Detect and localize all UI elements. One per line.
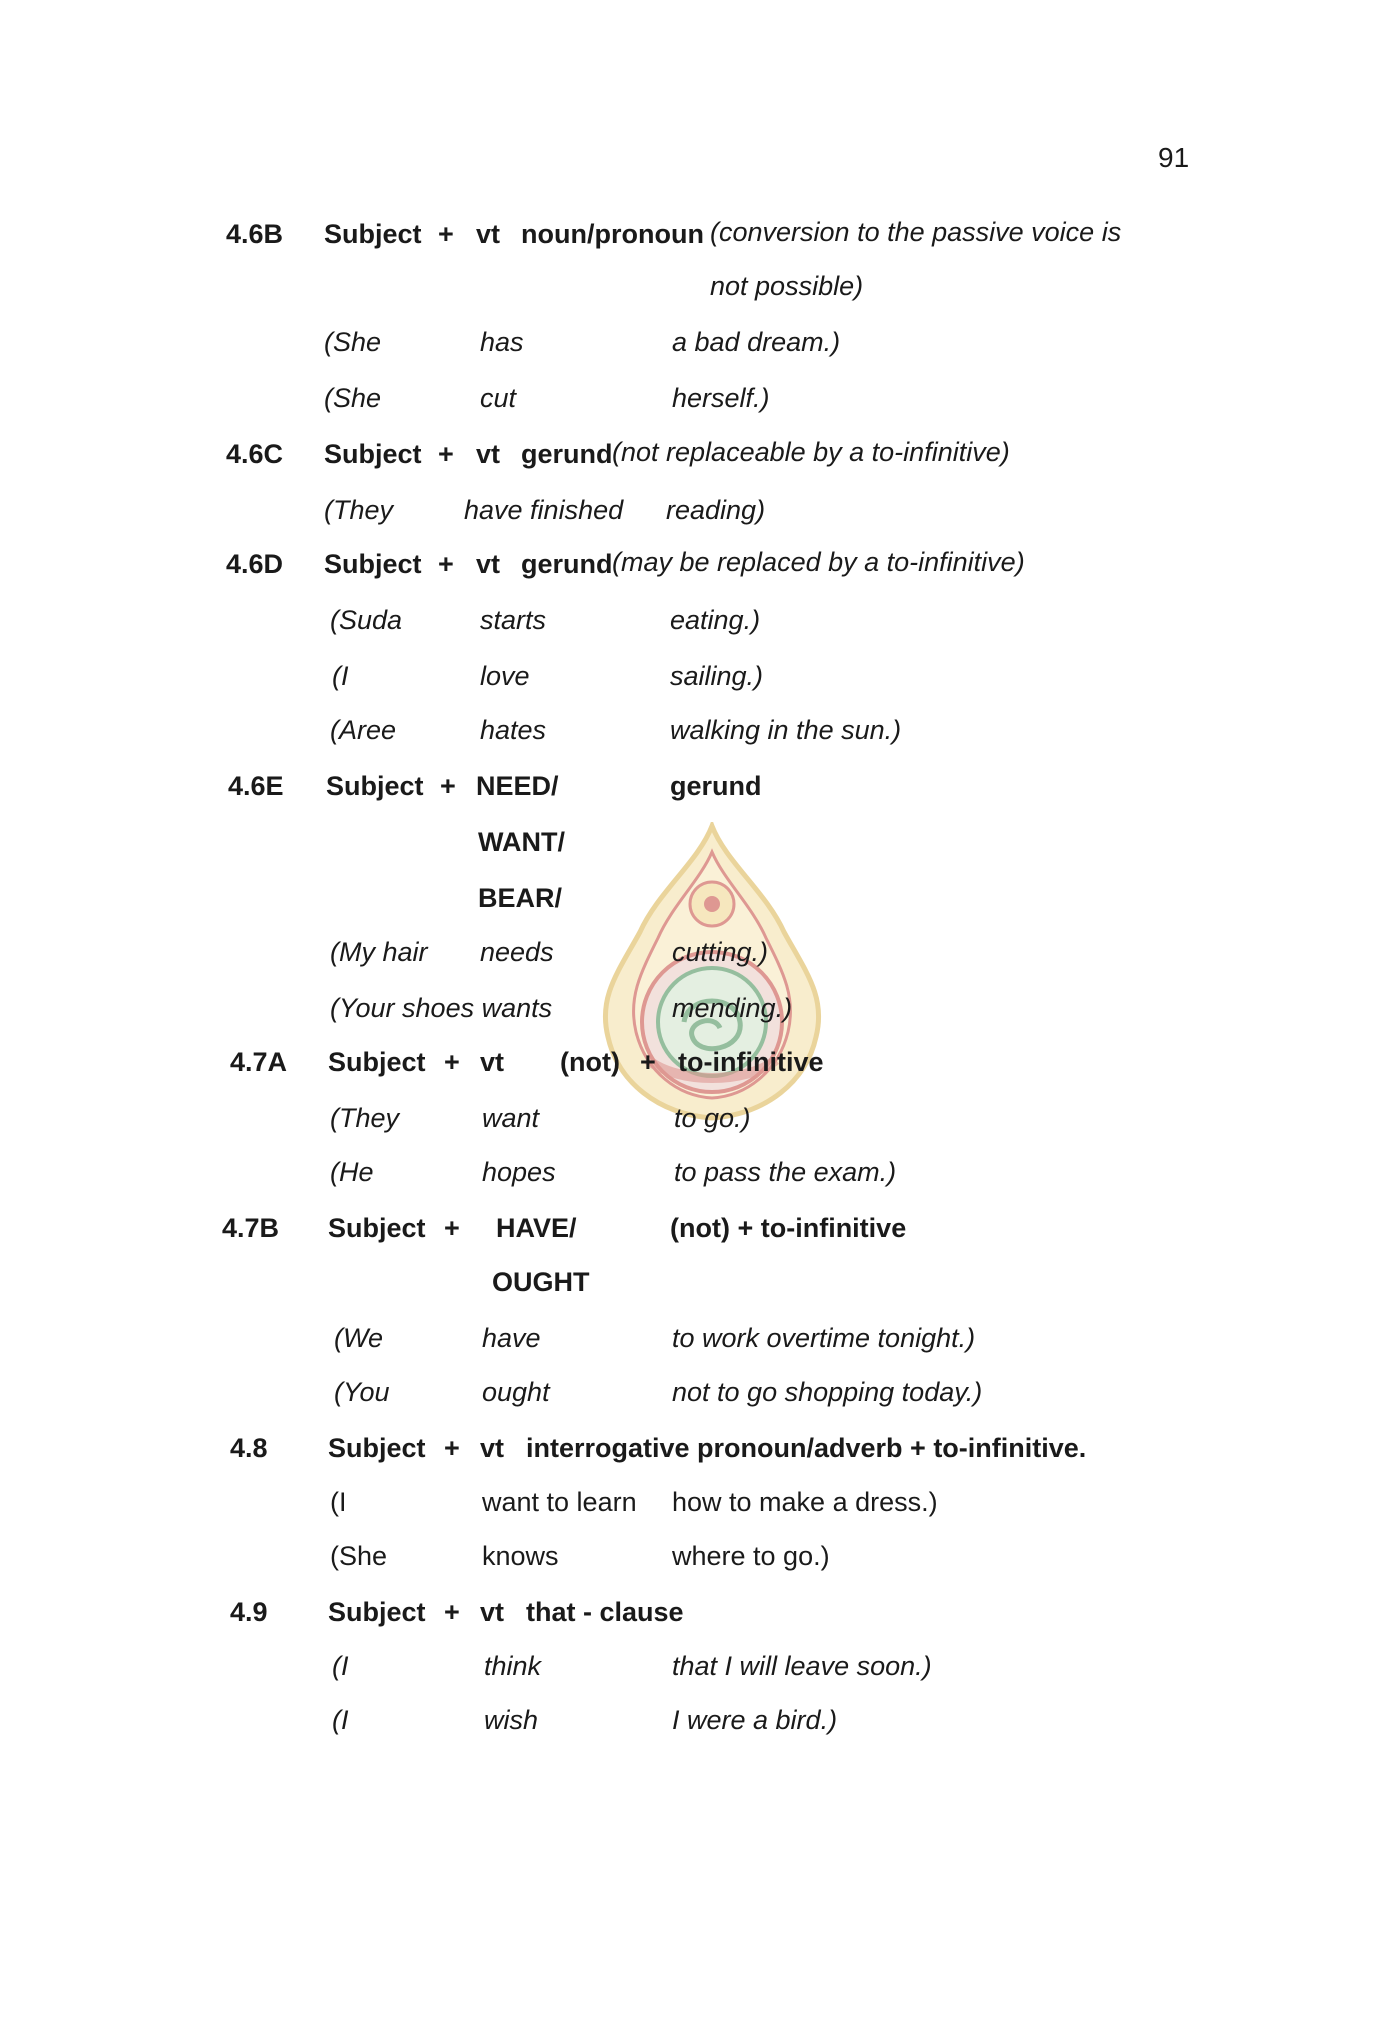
verb-option: WANT/ <box>478 827 565 857</box>
plus-sign: + <box>444 1213 460 1243</box>
subject-label: Subject <box>324 549 422 579</box>
subject-label: Subject <box>328 1047 426 1077</box>
example-subject: (She <box>324 383 382 413</box>
plus-sign: + <box>444 1597 460 1627</box>
example-subject: (Aree <box>330 715 397 745</box>
pattern-label: interrogative pronoun/adverb + to-infinitive. <box>526 1433 1087 1463</box>
example-verb: starts <box>480 605 547 635</box>
plus-sign: + <box>640 1047 656 1077</box>
vt-label: vt <box>476 219 501 249</box>
verb-option: NEED/ <box>476 771 559 801</box>
plus-sign: + <box>444 1433 460 1463</box>
example-verb: knows <box>482 1541 559 1571</box>
verb-option: BEAR/ <box>478 883 563 913</box>
vt-label: vt <box>480 1047 505 1077</box>
example-verb: has <box>480 327 524 357</box>
example-complement: mending.) <box>672 993 793 1023</box>
example-complement: I were a bird.) <box>672 1705 838 1735</box>
example-subject: (I <box>332 1651 349 1681</box>
example-complement: to pass the exam.) <box>674 1157 897 1187</box>
example-subject: (I <box>332 1705 349 1735</box>
example-complement: sailing.) <box>670 661 764 691</box>
section-code-4-8: 4.8 <box>230 1433 268 1463</box>
not-label: (not) <box>560 1047 620 1077</box>
example-subject: (You <box>334 1377 390 1407</box>
subject-label: Subject <box>328 1597 426 1627</box>
plus-sign: + <box>444 1047 460 1077</box>
example-verb: have finished <box>464 495 624 525</box>
example-subject: (I <box>332 661 349 691</box>
section-code-4-9: 4.9 <box>230 1597 268 1627</box>
pattern-label: to-infinitive <box>678 1047 824 1077</box>
pattern-label: gerund <box>521 439 613 469</box>
pattern-note: (may be replaced by a to-infinitive) <box>612 547 1025 577</box>
example-subject: (I <box>330 1487 347 1517</box>
section-code-4-6d: 4.6D <box>226 549 284 579</box>
vt-label: vt <box>480 1597 505 1627</box>
example-verb: love <box>480 661 530 691</box>
example-verb: hates <box>480 715 547 745</box>
example-verb: wish <box>484 1705 539 1735</box>
example-complement: walking in the sun.) <box>670 715 902 745</box>
example-complement: to go.) <box>674 1103 751 1133</box>
vt-label: vt <box>476 549 501 579</box>
section-code-4-6b: 4.6B <box>226 219 284 249</box>
example-verb: needs <box>480 937 554 967</box>
example-complement: that I will leave soon.) <box>672 1651 932 1681</box>
example-verb: think <box>484 1651 542 1681</box>
subject-label: Subject <box>324 219 422 249</box>
plus-sign: + <box>438 549 454 579</box>
section-code-4-7a: 4.7A <box>230 1047 288 1077</box>
verb-option: OUGHT <box>492 1267 590 1297</box>
pattern-label: gerund <box>670 771 762 801</box>
example-subject: (Suda <box>330 605 403 635</box>
example-verb: want <box>482 1103 540 1133</box>
pattern-label: noun/pronoun <box>521 219 704 249</box>
vt-label: vt <box>476 439 501 469</box>
verb-option: HAVE/ <box>496 1213 577 1243</box>
subject-label: Subject <box>328 1433 426 1463</box>
example-complement: how to make a dress.) <box>672 1487 938 1517</box>
example-complement: cutting.) <box>672 937 769 967</box>
pattern-label: gerund <box>521 549 613 579</box>
pattern-note-continued: not possible) <box>710 271 864 301</box>
plus-sign: + <box>438 439 454 469</box>
example-subject: (She <box>330 1541 388 1571</box>
pattern-note: (conversion to the passive voice is <box>710 217 1122 247</box>
plus-sign: + <box>438 219 454 249</box>
example-complement: where to go.) <box>672 1541 830 1571</box>
example-verb: want to learn <box>482 1487 637 1517</box>
example-complement: a bad dream.) <box>672 327 841 357</box>
example-verb: cut <box>480 383 517 413</box>
subject-label: Subject <box>324 439 422 469</box>
pattern-note: (not replaceable by a to-infinitive) <box>612 437 1010 467</box>
example-subject: (We <box>334 1323 384 1353</box>
example-verb: ought <box>482 1377 550 1407</box>
section-code-4-6e: 4.6E <box>228 771 284 801</box>
section-code-4-7b: 4.7B <box>222 1213 280 1243</box>
example-verb: hopes <box>482 1157 556 1187</box>
example-subject: (They <box>324 495 394 525</box>
example-subject: (She <box>324 327 382 357</box>
example-complement: to work overtime tonight.) <box>672 1323 976 1353</box>
pattern-label: that - clause <box>526 1597 684 1627</box>
example-subject: (Your shoes wants <box>330 993 553 1023</box>
pattern-label: (not) + to-infinitive <box>670 1213 907 1243</box>
example-complement: not to go shopping today.) <box>672 1377 983 1407</box>
example-subject: (My hair <box>330 937 428 967</box>
plus-sign: + <box>440 771 456 801</box>
subject-label: Subject <box>326 771 424 801</box>
example-complement: eating.) <box>670 605 761 635</box>
example-complement: reading) <box>666 495 766 525</box>
example-subject: (They <box>330 1103 400 1133</box>
example-complement: herself.) <box>672 383 770 413</box>
section-code-4-6c: 4.6C <box>226 439 284 469</box>
example-subject: (He <box>330 1157 374 1187</box>
vt-label: vt <box>480 1433 505 1463</box>
example-verb: have <box>482 1323 541 1353</box>
subject-label: Subject <box>328 1213 426 1243</box>
page-number: 91 <box>1158 142 1190 173</box>
